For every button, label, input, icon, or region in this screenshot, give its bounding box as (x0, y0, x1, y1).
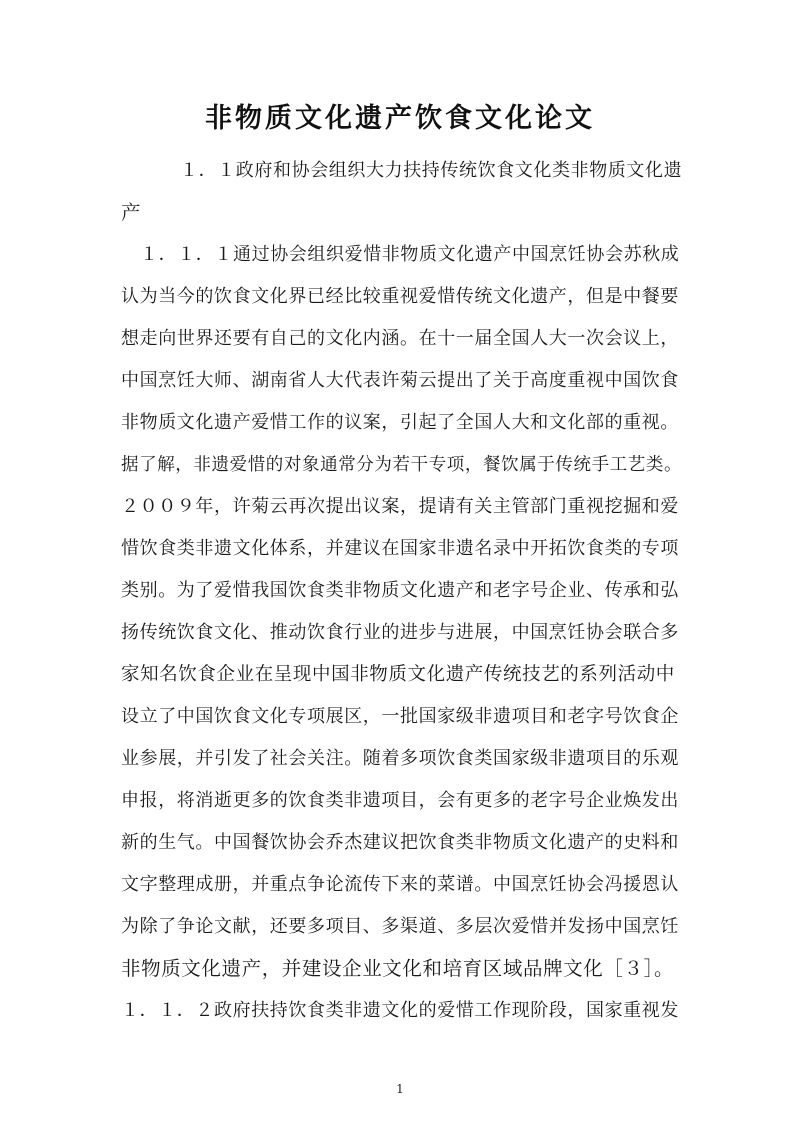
paragraph-line: 惜饮食类非遗文化体系，并建议在国家非遗名录中开拓饮食类的专项 (121, 538, 679, 559)
paragraph-line: 类别。为了爱惜我国饮食类非物质文化遗产和老字号企业、传承和弘 (121, 580, 679, 601)
paragraph-line: 扬传统饮食文化、推动饮食行业的进步与进展，中国烹饪协会联合多 (121, 622, 679, 643)
paragraph-line: 中国烹饪大师、湖南省人大代表许菊云提出了关于高度重视中国饮食 (121, 370, 679, 391)
paragraph-line: 业参展，并引发了社会关注。随着多项饮食类国家级非遗项目的乐观 (121, 748, 679, 769)
paragraph-line: 认为当今的饮食文化界已经比较重视爱惜传统文化遗产，但是中餐要 (121, 286, 679, 307)
section-heading-continuation: 产 (121, 201, 142, 224)
paragraph-line: 为除了争论文献，还要多项目、多渠道、多层次爱惜并发扬中国烹饪 (121, 916, 679, 937)
paragraph-line: 文字整理成册，并重点争论流传下来的菜谱。中国烹饪协会冯援恩认 (121, 874, 679, 895)
paragraph-line: １．１．１通过协会组织爱惜非物质文化遗产中国烹饪协会苏秋成 (140, 244, 680, 265)
paragraph-line: 非物质文化遗产，并建设企业文化和培育区域品牌文化［３］。 (121, 957, 675, 980)
paragraph-line: 设立了中国饮食文化专项展区，一批国家级非遗项目和老字号饮食企 (121, 706, 679, 727)
paragraph-line: 非物质文化遗产爱惜工作的议案，引起了全国人大和文化部的重视。 (121, 412, 679, 433)
paragraph-line: 据了解，非遗爱惜的对象通常分为若干专项，餐饮属于传统手工艺类。 (121, 455, 683, 475)
paragraph-line: 家知名饮食企业在呈现中国非物质文化遗产传统技艺的系列活动中 (121, 664, 675, 685)
paragraph-line: 申报，将消逝更多的饮食类非遗项目，会有更多的老字号企业焕发出 (121, 790, 679, 811)
document-title: 非物质文化遗产饮食文化论文 (205, 103, 595, 134)
paragraph-line: 想走向世界还要有自己的文化内涵。在十一届全国人大一次会议上， (121, 328, 679, 349)
section-heading-1-1: １．１政府和协会组织大力扶持传统饮食文化类非物质文化遗 (180, 160, 683, 181)
paragraph-line: 新的生气。中国餐饮协会乔杰建议把饮食类非物质文化遗产的史料和 (121, 832, 679, 853)
page-number: 1 (396, 1082, 404, 1096)
paragraph-line: ２００９年，许菊云再次提出议案，提请有关主管部门重视挖掘和爱 (121, 496, 679, 517)
section-heading-1-1-2: １．１．２政府扶持饮食类非遗文化的爱惜工作现阶段，国家重视发 (121, 1000, 679, 1021)
